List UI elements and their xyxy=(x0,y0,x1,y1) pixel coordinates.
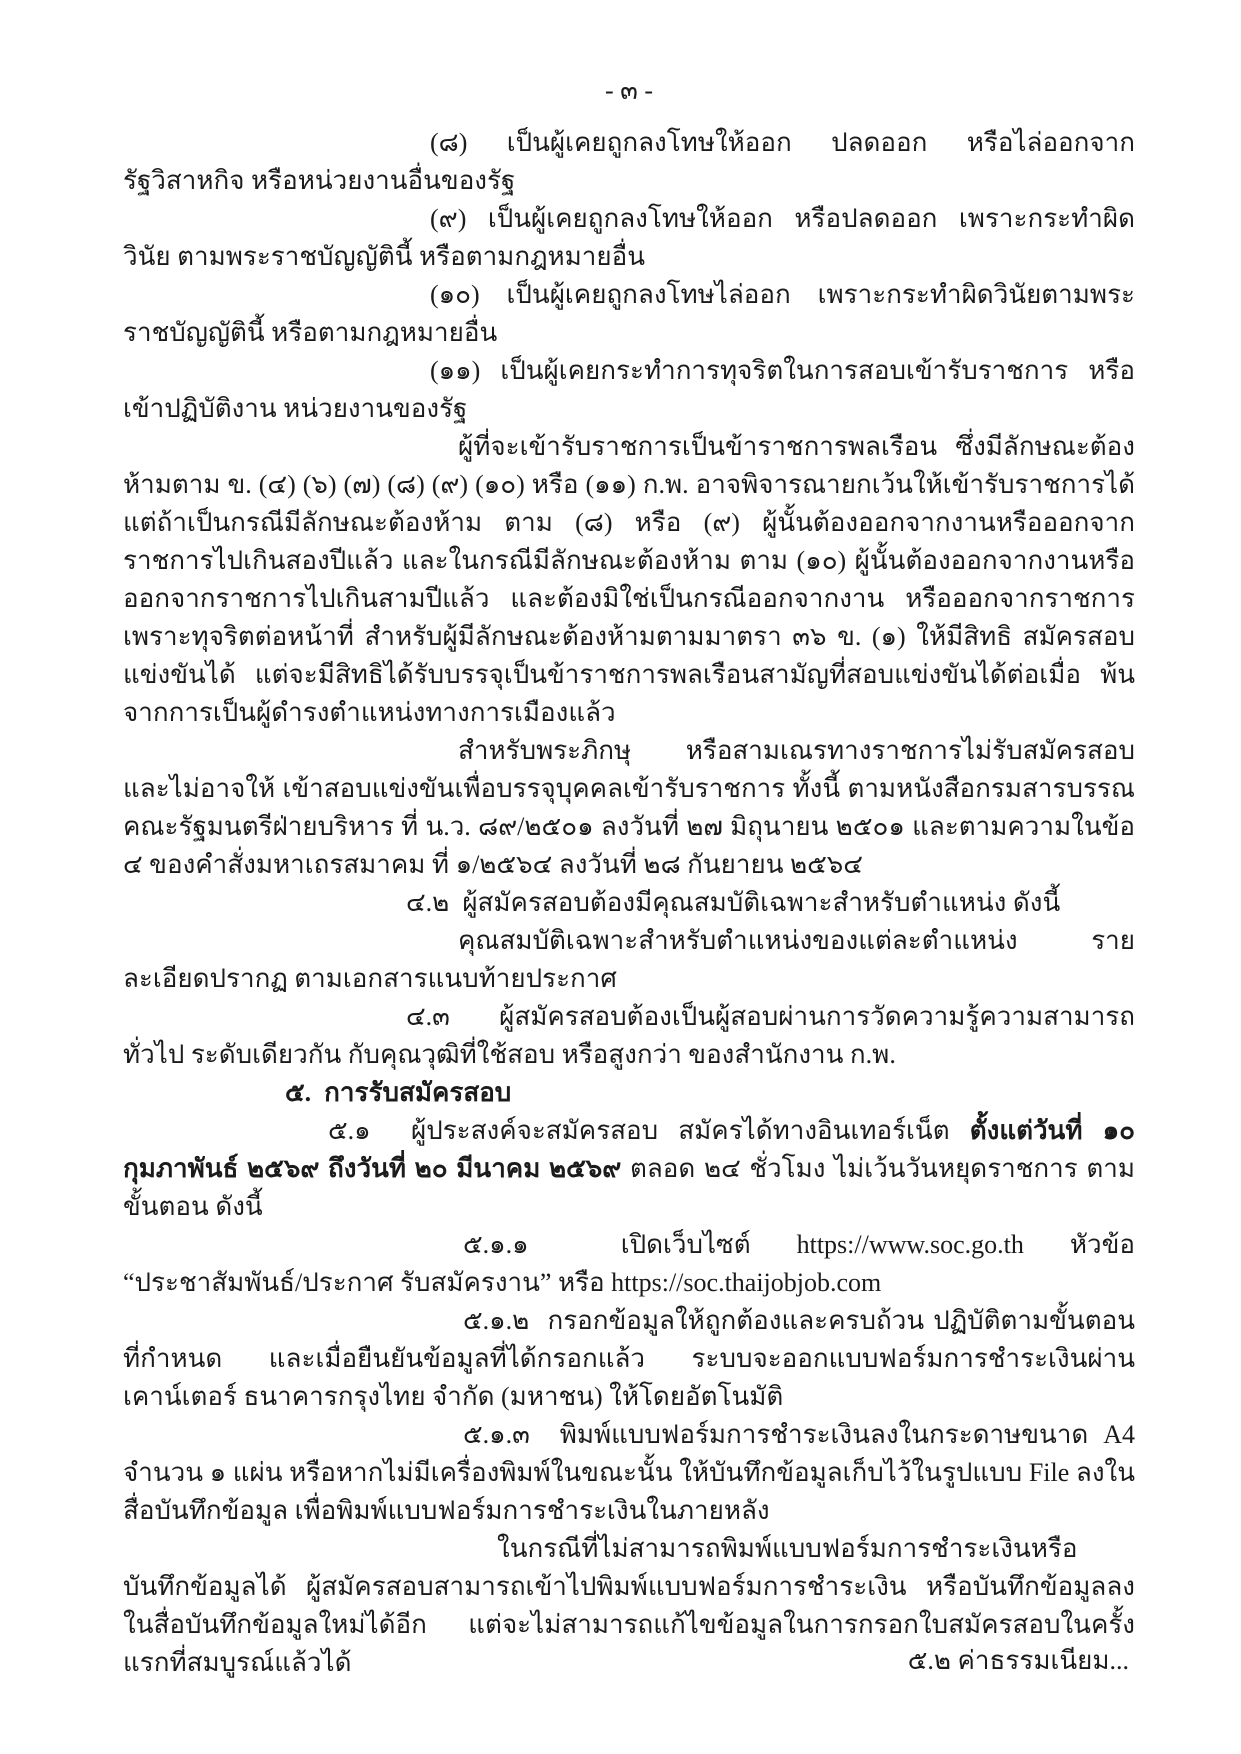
monk-restriction-paragraph: สำหรับพระภิกษุ หรือสามเณรทางราชการไม่รับสมัครสอบ และไม่อาจให้ เข้าสอบแข่งขันเพื่อบรรจุบุคคลเข้ารับราชการ ทั้งนี้ ตามหนังสือกรมสารบรรณคณะรัฐมนตรีฝ่ายบริหาร ที่ น.ว. ๘๙/๒๕๐๑ ลงวันที่ ๒๗ มิถุนายน ๒๕๐๑ และตามความในข้อ ๔ ของคำสั่งมหาเถรสมาคม ที่ ๑/๒๕๖๔ ลงวันที่ ๒๘ กันยายน ๒๕๖๔ xyxy=(123,736,1135,879)
item-5-1-dates-bold: ตั้งแต่วันที่ ๑๐ กุมภาพันธ์ ๒๕๖๙ ถึงวันที่ ๒๐ มีนาคม ๒๕๖๙ xyxy=(123,1116,1135,1183)
item-5-1-note: ในกรณีที่ไม่สามารถพิมพ์แบบฟอร์มการชำระเงินหรือบันทึกข้อมูลได้ ผู้สมัครสอบสามารถเข้าไปพิมพ์แบบฟอร์มการชำระเงิน หรือบันทึกข้อมูลลงในสื่อบันทึกข้อมูลใหม่ได้อีก แต่จะไม่สามารถแก้ไขข้อมูลในการกรอกใบสมัครสอบในครั้งแรกที่สมบูรณ์แล้วได้ xyxy=(123,1534,1135,1677)
clause-9: (๙) เป็นผู้เคยถูกลงโทษให้ออก หรือปลดออก เพราะกระทำผิดวินัย ตามพระราชบัญญัตินี้ หรือตามกฎหมายอื่น xyxy=(123,204,1135,271)
item-4-2: ๔.๒ ผู้สมัครสอบต้องมีคุณสมบัติเฉพาะสำหรับตำแหน่ง ดังนี้ xyxy=(406,888,1061,917)
item-5-1 xyxy=(123,1112,1135,1226)
item-5-1-tail: ตลอด ๒๔ ชั่วโมง ไม่เว้นวันหยุดราชการ ตามขั้นตอน ดังนี้ xyxy=(123,1154,1135,1221)
section-5-heading: ๕. การรับสมัครสอบ xyxy=(285,1078,512,1107)
item-4-3: ๔.๓ ผู้สมัครสอบต้องเป็นผู้สอบผ่านการวัดความรู้ความสามารถทั่วไป ระดับเดียวกัน กับคุณวุฒิที่ใช้สอบ หรือสูงกว่า ของสำนักงาน ก.พ. xyxy=(123,1002,1135,1069)
page-number: - ๓ - xyxy=(604,76,654,105)
item-5-1-text: ๕.๑ ผู้ประสงค์จะสมัครสอบ สมัครได้ทางอินเทอร์เน็ต xyxy=(328,1116,970,1145)
item-5-1-2: ๕.๑.๒ กรอกข้อมูลให้ถูกต้องและครบถ้วน ปฏิบัติตามขั้นตอนที่กำหนด และเมื่อยืนยันข้อมูลที่ได้กรอกแล้ว ระบบจะออกแบบฟอร์มการชำระเงินผ่านเคาน์เตอร์ ธนาคารกรุงไทย จำกัด (มหาชน) ให้โดยอัตโนมัติ xyxy=(123,1306,1135,1411)
item-4-2-detail: คุณสมบัติเฉพาะสำหรับตำแหน่งของแต่ละตำแหน่ง รายละเอียดปรากฏ ตามเอกสารแนบท้ายประกาศ xyxy=(123,926,1135,993)
item-5-1-3: ๕.๑.๓ พิมพ์แบบฟอร์มการชำระเงินลงในกระดาษขนาด A4 จำนวน ๑ แผ่น หรือหากไม่มีเครื่องพิมพ์ในขณะนั้น ให้บันทึกข้อมูลเก็บไว้ในรูปแบบ File ลงในสื่อบันทึกข้อมูล เพื่อพิมพ์แบบฟอร์มการชำระเงินในภายหลัง xyxy=(123,1420,1135,1525)
item-5-1-1: ๕.๑.๑ เปิดเว็บไซต์ https://www.soc.go.th หัวข้อ “ประชาสัมพันธ์/ประกาศ รับสมัครงาน” หรือ https://soc.thaijobjob.com xyxy=(123,1230,1135,1297)
clause-11: (๑๑) เป็นผู้เคยกระทำการทุจริตในการสอบเข้ารับราชการ หรือเข้าปฏิบัติงาน หน่วยงานของรัฐ xyxy=(123,356,1135,423)
footer-catchword: ๕.๒ ค่าธรรมเนียม... xyxy=(907,1646,1129,1675)
clause-8: (๘) เป็นผู้เคยถูกลงโทษให้ออก ปลดออก หรือไล่ออกจากรัฐวิสาหกิจ หรือหน่วยงานอื่นของรัฐ xyxy=(123,128,1135,195)
exemption-paragraph: ผู้ที่จะเข้ารับราชการเป็นข้าราชการพลเรือน ซึ่งมีลักษณะต้องห้ามตาม ข. (๔) (๖) (๗) (๘) (๙) (๑๐) หรือ (๑๑) ก.พ. อาจพิจารณายกเว้นให้เข้ารับราชการได้ แต่ถ้าเป็นกรณีมีลักษณะต้องห้าม ตาม (๘) หรือ (๙) ผู้นั้นต้องออกจากงานหรือออกจากราชการไปเกินสองปีแล้ว และในกรณีมีลักษณะต้องห้าม ตาม (๑๐) ผู้นั้นต้องออกจากงานหรือออกจากราชการไปเกินสามปีแล้ว และต้องมิใช่เป็นกรณีออกจากงาน หรือออกจากราชการเพราะทุจริตต่อหน้าที่ สำหรับผู้มีลักษณะต้องห้ามตามมาตรา ๓๖ ข. (๑) ให้มีสิทธิ สมัครสอบแข่งขันได้ แต่จะมีสิทธิได้รับบรรจุเป็นข้าราชการพลเรือนสามัญที่สอบแข่งขันได้ต่อเมื่อ พ้นจากการเป็นผู้ดำรงตำแหน่งทางการเมืองแล้ว xyxy=(123,432,1135,727)
clause-10: (๑๐) เป็นผู้เคยถูกลงโทษไล่ออก เพราะกระทำผิดวินัยตามพระราชบัญญัตินี้ หรือตามกฎหมายอื่น xyxy=(123,280,1135,347)
